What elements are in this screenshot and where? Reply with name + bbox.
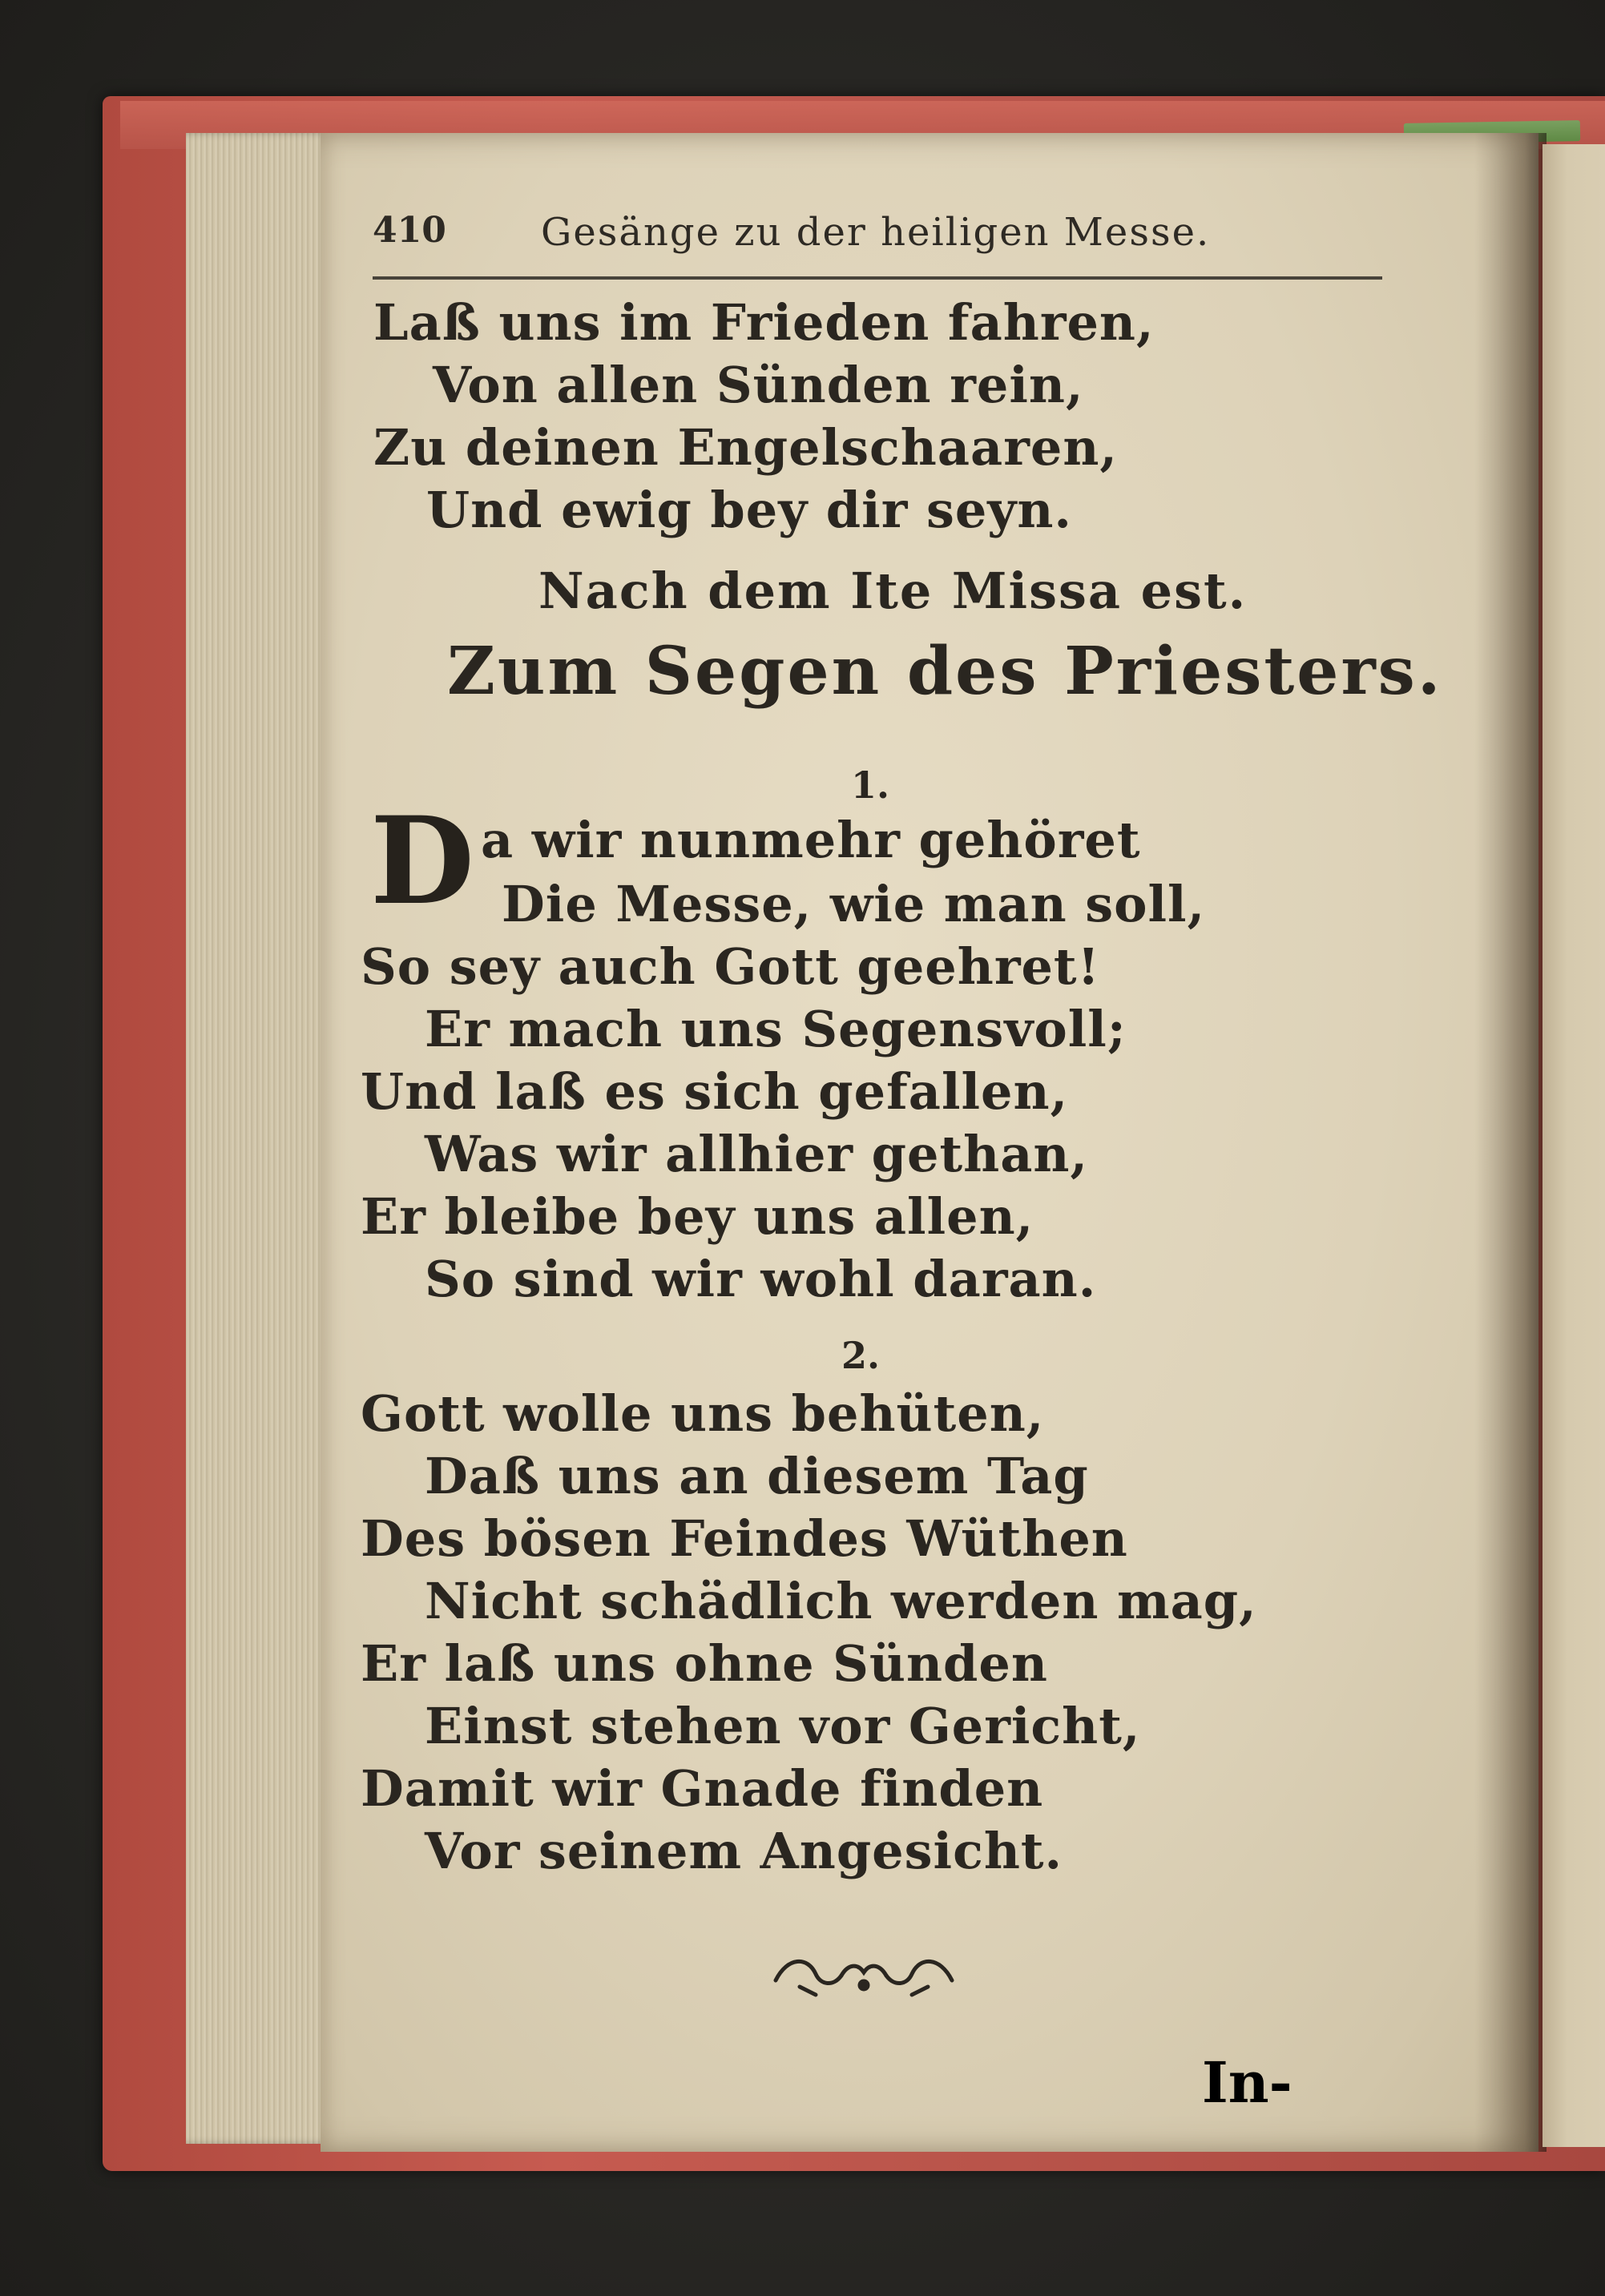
section-title: Zum Segen des Priesters. [447, 633, 1443, 710]
page-number: 410 [373, 210, 446, 251]
gutter-shadow [1474, 133, 1547, 2152]
rubric: Nach dem Ite Missa est. [538, 562, 1248, 620]
page-edges [186, 133, 330, 2144]
verse-line: Gott wolle uns behüten, [361, 1384, 1045, 1443]
verse-line: Des bösen Feindes Wüthen [361, 1509, 1128, 1568]
verse-line: Einst stehen vor Gericht, [425, 1697, 1141, 1755]
verse-line: So sey auch Gott geehret! [361, 937, 1100, 996]
verse-line: Was wir allhier gethan, [425, 1125, 1089, 1183]
verse-line: Zu deinen Engelschaaren, [373, 418, 1118, 477]
verse-line: Laß uns im Frieden fahren, [373, 293, 1155, 352]
verse-line: Er laß uns ohne Sünden [361, 1634, 1048, 1693]
stanza-number: 2. [841, 1334, 881, 1377]
page-header [373, 210, 1382, 266]
verse-line: Von allen Sünden rein, [433, 356, 1084, 414]
verse-line: Und ewig bey dir seyn. [426, 481, 1072, 539]
facing-page [1542, 144, 1605, 2147]
verse-line: Nicht schädlich werden mag, [425, 1572, 1257, 1630]
header-rule [373, 276, 1382, 280]
verse-line: Vor seinem Angesicht. [425, 1822, 1063, 1880]
drop-cap: D [370, 791, 475, 932]
verse-line: Daß uns an diesem Tag [425, 1447, 1089, 1505]
verse-line: Er bleibe bey uns allen, [361, 1187, 1034, 1246]
running-head: Gesänge zu der heiligen Messe. [541, 210, 1211, 255]
verse-line: Die Messe, wie man soll, [502, 875, 1206, 933]
verse-line: So sind wir wohl daran. [425, 1250, 1097, 1308]
ornament-icon [768, 1948, 960, 2000]
catchword: In- [1202, 2049, 1292, 2116]
verse-line: Er mach uns Segensvoll; [425, 1000, 1127, 1058]
verse-line: a wir nunmehr gehöret [481, 811, 1141, 869]
verse-line: Und laß es sich gefallen, [361, 1062, 1069, 1121]
stanza-number: 1. [851, 763, 890, 807]
verse-line: Damit wir Gnade finden [361, 1759, 1044, 1818]
